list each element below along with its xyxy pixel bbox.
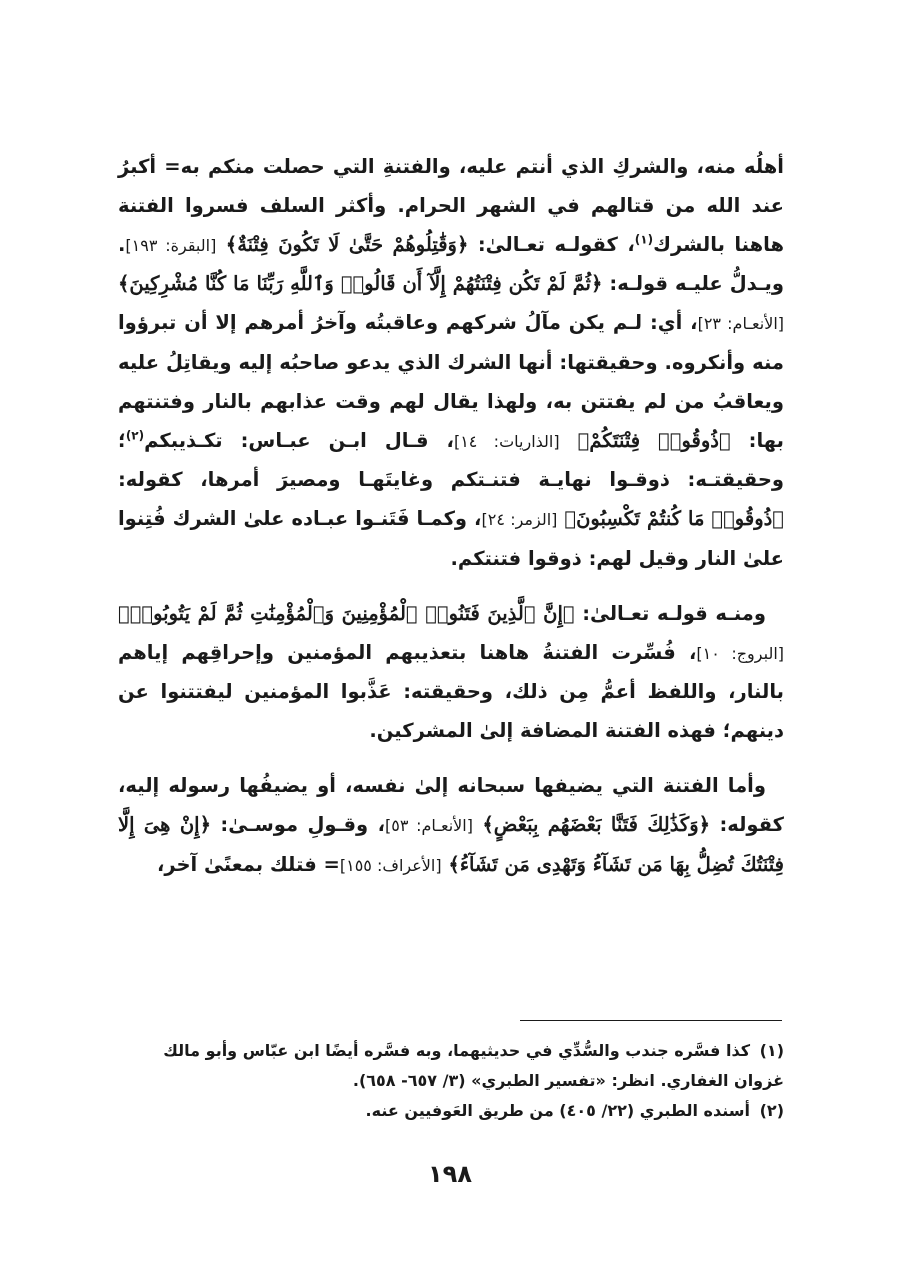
text-span: ، وكمـا فَتَنـوا عبـاده علىٰ الشرك فُتِنوا علىٰ النار وقيل لهم: ذوقوا فتنتكم. [118, 507, 784, 570]
footnote-number: (٢) [759, 1101, 784, 1120]
verse-reference: [البقرة: ١٩٣] [125, 235, 217, 255]
quran-verse: ﴿ذُوقُوا۟ فِتْنَتَكُمْ﴾ [577, 428, 731, 452]
page-body [118, 148, 784, 901]
text-span: ، فُسِّرت الفتنةُ هاهنا بتعذيبهم المؤمنين وإحراقِهم إياهم بالنار، واللفظ أعمُّ مِن ذلك، وحقيقته: عَذَّبوا المؤمنين ليفتتنوا عن دينهم؛ فهذه الفتنة المضافة إلىٰ المشركين. [118, 640, 784, 743]
text-span: ؛ وحقيقتـه: ذوقـوا نهايـة فتنـتكم وغايتَهـا ومصيرَ أمرها، كقوله: [118, 428, 784, 492]
verse-reference: [الزمر: ٢٤] [481, 510, 558, 530]
verse-reference: [الأعراف: ١٥٥] [339, 855, 442, 875]
footnote-divider [520, 1020, 782, 1021]
quran-verse: ﴿إِنْ هِىَ إِلَّا فِتْنَتُكَ تُضِلُّ بِهَا مَن تَشَآءُ وَتَهْدِى مَن تَشَآءُ﴾ [118, 812, 784, 876]
text-span: . ويـدلُّ عليـه قولـه: [118, 232, 785, 296]
footnote-1 [118, 1036, 784, 1096]
paragraph-1 [118, 148, 784, 579]
footnote-ref-1[interactable]: (١) [634, 232, 654, 247]
footnote-2 [118, 1096, 784, 1126]
quran-verse: ﴿ثُمَّ لَمْ تَكُن فِتْنَتُهُمْ إِلَّآ أَن قَالُوا۟ وَٱللَّهِ رَبِّنَا مَا كُنَّا مُشْرِكِينَ﴾ [118, 272, 603, 296]
text-span: ، قـال ابـن عبـاس: تكـذيبكم [144, 428, 454, 452]
text-span: ، كقولـه تعـالىٰ: [468, 232, 635, 256]
footnote-text: أسنده الطبري (٢٢/ ٤٠٥) من طريق العَوفيين عنه. [365, 1101, 750, 1120]
text-span: ، وقـولِ موسـىٰ: [211, 812, 385, 836]
text-span: ومنـه قولـه تعـالىٰ: [574, 601, 766, 625]
footnote-text: كذا فسَّره جندب والسُّدِّي في حديثيهما، وبه فسَّره أيضًا ابن عبّاس وأبو مالك غزوان الغفاري. انظر: «تفسير الطبري» (٣/ ٦٥٧- ٦٥٨). [163, 1041, 784, 1090]
footnote-ref-2[interactable]: (٢) [125, 428, 145, 443]
text-span: ، أي: لـم يكن مآلُ شركهم وعاقبتُه وآخرُ أمرهم إلا أن تبرؤوا منه وأنكروه. وحقيقتها: أنها الشرك الذي يدعو صاحبُه إليه ويقاتِلُ عليه ويعاقبُ من لم يفتتن به، ولهذا يقال لهم وقت عذابهم بالنار وفتنتهم بها: [118, 311, 784, 452]
quran-verse: ﴿ذُوقُوا۟ مَا كُنتُمْ تَكْسِبُونَ﴾ [564, 507, 785, 531]
footnote-number: (١) [759, 1041, 784, 1060]
quran-verse: ﴿وَقَٰتِلُوهُمْ حَتَّىٰ لَا تَكُونَ فِتْنَةٌ﴾ [225, 232, 469, 256]
paragraph-2 [118, 595, 784, 751]
page-number: ١٩٨ [428, 1160, 472, 1188]
text-span: أهلُه منه، والشركِ الذي أنتم عليه، والفتنةِ التي حصلت منكم به= أكبرُ عند الله من قتالهم في الشهر الحرام. وأكثر السلف فسروا الفتنة هاهنا بالشرك [118, 155, 785, 256]
footnotes [118, 1036, 784, 1126]
verse-reference: [الذاريات: ١٤] [453, 431, 560, 451]
quran-verse: ﴿إِنَّ ٱلَّذِينَ فَتَنُوا۟ ٱلْمُؤْمِنِينَ وَٱلْمُؤْمِنَٰتِ ثُمَّ لَمْ يَتُوبُوا۟﴾ [118, 601, 575, 625]
verse-reference: [البروج: ١٠] [696, 643, 785, 663]
text-span: وأما الفتنة التي يضيفها سبحانه إلىٰ نفسه، أو يضيفُها رسوله إليه، كقوله: [118, 773, 784, 836]
quran-verse: ﴿وَكَذَٰلِكَ فَتَنَّا بَعْضَهُم بِبَعْضٍ﴾ [482, 812, 711, 836]
paragraph-3 [118, 767, 784, 885]
verse-reference: [الأنعـام: ٥٣] [384, 815, 473, 835]
verse-reference: [الأنعـام: ٢٣] [697, 314, 785, 334]
text-span: = فتلك بمعنًىٰ آخر، [156, 852, 340, 876]
